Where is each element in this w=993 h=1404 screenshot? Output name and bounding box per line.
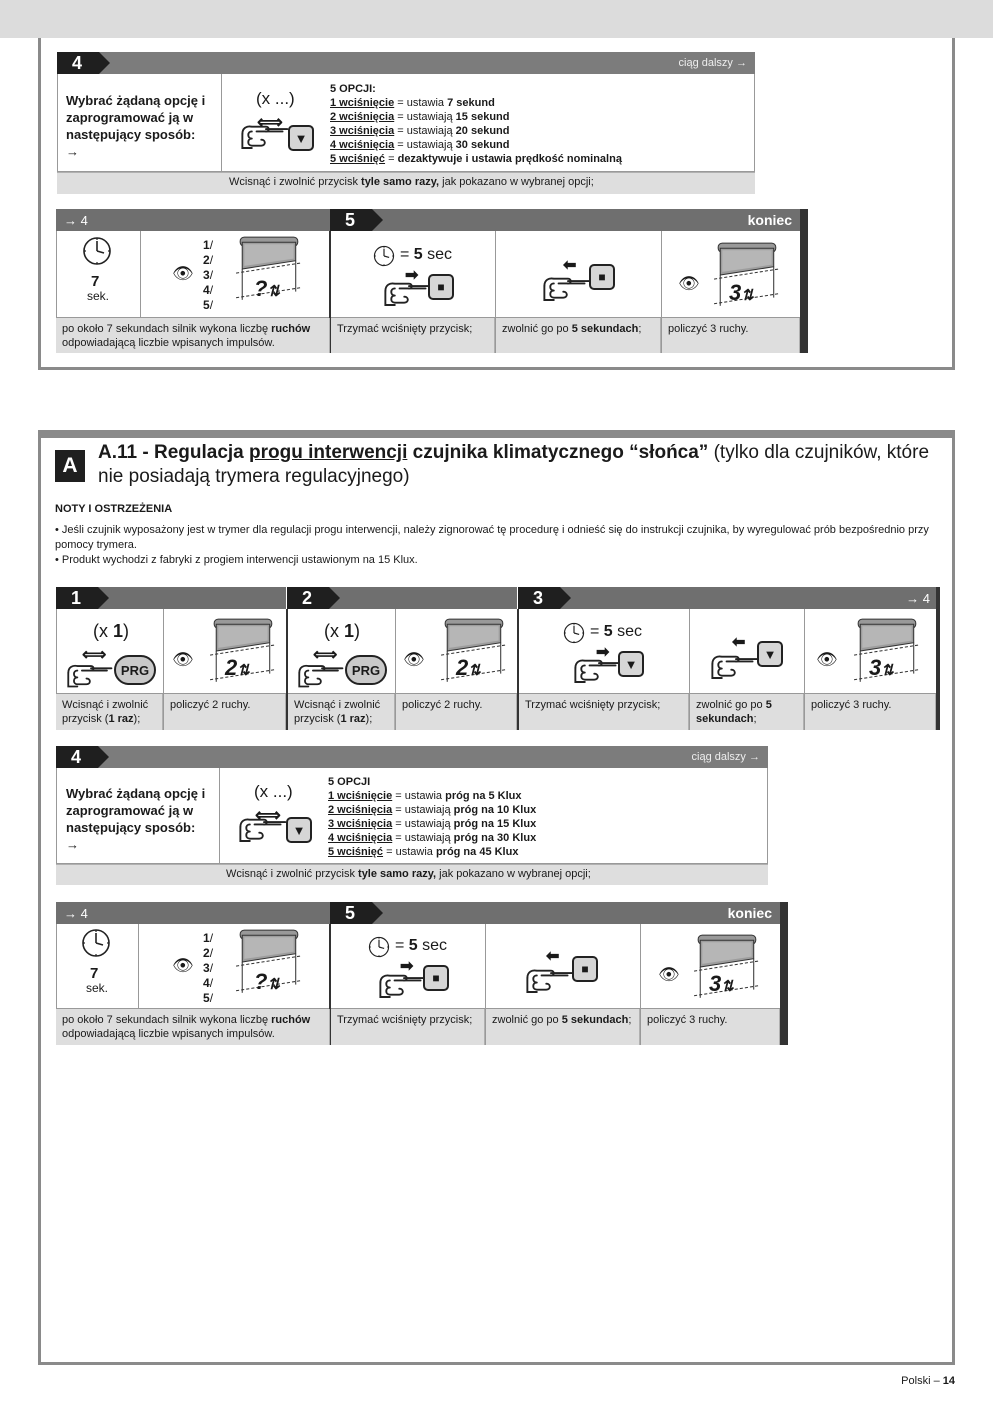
- row4-seconds: 7: [90, 965, 99, 982]
- row2a-count-list: 1/ 2/ 3/ 4/ 5/: [203, 238, 214, 312]
- step4b-x-label: (x ...): [254, 782, 293, 801]
- row3-two-b: 2⇅: [456, 655, 481, 680]
- row2a-end: koniec: [747, 212, 792, 228]
- row4-eye2-icon: 👁: [658, 965, 680, 984]
- row4-header-right: 5 koniec: [330, 902, 780, 924]
- row2a-clock-small-icon: [373, 245, 395, 267]
- row4-end: koniec: [727, 905, 772, 921]
- note-1: • Jeśli czujnik wyposażony jest w trymer dla regulacji progu interwencji, należy zignorować tę procedurę i odnieść się do instrukcji czujnika, by wyregulować prób bezpośrednio przy pomocy trymera.: [55, 524, 929, 551]
- row3-header-3: 3 → 4: [518, 587, 938, 609]
- row3-prg-a-button: PRG: [114, 655, 156, 685]
- row2a-arrow-right-icon: ➡: [405, 267, 419, 284]
- row3-caption-5: Trzymać wciśnięty przycisk;: [519, 694, 689, 730]
- step4b-instruction: Wybrać żądaną opcję i zaprogramować ją w następujący sposób: →: [66, 786, 206, 852]
- row2a-caption-4: policzyć 3 ruchy.: [662, 318, 800, 353]
- option-row: 1 wciśnięcie = ustawia próg na 5 Klux: [328, 790, 522, 802]
- row2a-stop-button-icon: ■: [428, 274, 454, 300]
- step4a-header: 4 ciąg dalszy →: [57, 52, 755, 74]
- step4b-options: 5 OPCJI 1 wciśnięcie = ustawia próg na 5 Klux 2 wciśnięcia = ustawiają próg na 10 Klux 3 wciśnięcia = ustawiają próg na 15 Klux 4 wciśnięcia = ustawiają próg na 30 Klux 5 wciśnięć = ustawia próg na 45 Klux: [328, 776, 537, 858]
- row2a-question: ?⇅: [254, 276, 281, 301]
- row4-caption-1: po około 7 sekundach silnik wykona liczbę ruchów odpowiadającą liczbie wpisanych impulsów.: [56, 1009, 330, 1045]
- row2a-three: 3⇅: [729, 280, 754, 305]
- row2a-five-sec: = 5 sec: [400, 246, 453, 263]
- option-row: 4 wciśnięcia = ustawiają 30 sekund: [330, 139, 510, 151]
- row4-caption-2: Trzymać wciśnięty przycisk;: [331, 1009, 485, 1045]
- row3-caption-3: Wcisnąć i zwolnić przycisk (1 raz);: [288, 694, 395, 730]
- row3-clock-icon: [563, 622, 585, 644]
- option-row: 4 wciśnięcia = ustawiają próg na 30 Klux: [328, 832, 537, 844]
- row2a-stop-button2-icon: ■: [589, 264, 615, 290]
- row3-caption-7: policzyć 3 ruchy.: [805, 694, 936, 730]
- section-badge: A: [55, 450, 85, 482]
- row2a-seconds: 7: [91, 273, 100, 290]
- note-2: • Produkt wychodzi z fabryki z progiem interwencji ustawionym na 15 Klux.: [55, 554, 418, 566]
- page-number: Polski – 14: [901, 1375, 955, 1387]
- row2a-eye2-icon: 👁: [678, 274, 700, 293]
- row4-sek: sek.: [86, 981, 109, 995]
- row3-two-a: 2⇅: [225, 655, 250, 680]
- option-row: 1 wciśnięcie = ustawia 7 sekund: [330, 97, 495, 109]
- step4a-number: 4: [72, 52, 83, 73]
- notes-heading: NOTY I OSTRZEŻENIA: [55, 503, 173, 515]
- row3-double-arrow-b-icon: ⟺: [313, 645, 338, 664]
- step4a-caption: Wcisnąć i zwolnić przycisk tyle samo razy, jak pokazano w wybranej opcji;: [57, 172, 755, 194]
- row3-arrow-right-icon: ➡: [596, 644, 610, 661]
- step4b-header: 4 ciąg dalszy →: [56, 746, 768, 768]
- step4a-instruction: Wybrać żądaną opcję i zaprogramować ją w następujący sposób: →: [66, 93, 206, 159]
- row2a-right-bar: [800, 209, 808, 353]
- row3-double-arrow-a-icon: ⟺: [82, 645, 107, 664]
- option-row: 3 wciśnięcia = ustawiają 20 sekund: [330, 125, 510, 137]
- row3-caption-4: policzyć 2 ruchy.: [396, 694, 517, 730]
- row3-eye-b-icon: 👁: [403, 650, 425, 669]
- section-title: A.11 - Regulacja progu interwencji czujnika klimatycznego “słońca” (tylko dla czujników, które nie posiadają trymera regulacyjnego): [98, 442, 930, 487]
- row4-three: 3⇅: [709, 971, 734, 996]
- row2a-clock-icon: [82, 236, 112, 266]
- row3-right-bar: [936, 587, 940, 730]
- row3-header-1: 1: [56, 587, 286, 609]
- row3-x1-a: (x 1): [93, 621, 130, 641]
- row4-five-sec: = 5 sec: [395, 937, 448, 954]
- option-row: 3 wciśnięcia = ustawiają próg na 15 Klux: [328, 818, 537, 830]
- row4-stop-button-icon: ■: [423, 965, 449, 991]
- option-row: 5 wciśnięć = ustawia próg na 45 Klux: [328, 846, 519, 858]
- row3-caption-6: zwolnić go po 5 sekundach;: [690, 694, 804, 730]
- row4-right-bar: [780, 902, 788, 1045]
- row3-eye-c-icon: 👁: [816, 650, 838, 669]
- row2a-sek: sek.: [87, 289, 110, 303]
- row3-eye-a-icon: 👁: [172, 650, 194, 669]
- step4a-down-button-icon: ▼: [288, 125, 314, 151]
- row2a-arrow-left-icon: ⬅: [563, 257, 577, 274]
- step4b-double-arrow-icon: ⟺: [255, 805, 281, 825]
- row3-down-button-icon: ▼: [618, 651, 644, 677]
- row3-header-2: 2: [287, 587, 517, 609]
- step4a-options-title: 5 OPCJI:: [330, 83, 376, 95]
- top-gray-strip: [0, 0, 993, 38]
- step4a-double-arrow-icon: ⟺: [257, 112, 283, 132]
- step4a-options: [330, 82, 622, 166]
- row4-eye-icon: 👁: [172, 956, 194, 975]
- row4-arrow-right-icon: ➡: [400, 958, 414, 975]
- step4b-caption: Wcisnąć i zwolnić przycisk tyle samo razy, jak pokazano w wybranej opcji;: [56, 864, 768, 885]
- option-row: 2 wciśnięcia = ustawiają 15 sekund: [330, 111, 510, 123]
- row4-caption-3: zwolnić go po 5 sekundach;: [486, 1009, 640, 1045]
- step4a-continued: ciąg dalszy: [678, 57, 733, 69]
- row4-clock-icon: [81, 928, 111, 958]
- row4-header-left: → 4: [56, 902, 330, 924]
- row4-clock-small-icon: [368, 936, 390, 958]
- row4-stop-button2-icon: ■: [572, 956, 598, 982]
- row2a-caption-2: Trzymać wciśnięty przycisk;: [331, 318, 495, 353]
- option-row: 2 wciśnięcia = ustawiają próg na 10 Klux: [328, 804, 537, 816]
- row3-caption-2: policzyć 2 ruchy.: [164, 694, 286, 730]
- row2a-caption-3: zwolnić go po 5 sekundach;: [496, 318, 661, 353]
- row3-caption-1: Wcisnąć i zwolnić przycisk (1 raz);: [56, 694, 163, 730]
- step4b-down-button-icon: ▼: [286, 817, 312, 843]
- frame-section-a: [38, 430, 955, 1365]
- step4a-x-label: (x ...): [256, 89, 295, 108]
- row3-down-button2-icon: ▼: [757, 641, 783, 667]
- row3-x1-b: (x 1): [324, 621, 361, 641]
- row4-count-list: 1/ 2/ 3/ 4/ 5/: [203, 931, 214, 1005]
- row4-caption-4: policzyć 3 ruchy.: [641, 1009, 780, 1045]
- row2a-caption-1: po około 7 sekundach silnik wykona liczbę ruchów odpowiadającą liczbie wpisanych impulsów.: [56, 318, 330, 353]
- row2a-header-left: → 4: [56, 209, 330, 231]
- row4-question: ?⇅: [254, 969, 281, 994]
- row3-arrow-left-icon: ⬅: [732, 634, 746, 651]
- row3-three: 3⇅: [869, 655, 894, 680]
- row2a-header-right: 5 koniec: [330, 209, 800, 231]
- row2a-eye-icon: 👁: [172, 264, 194, 283]
- option-row: 5 wciśnięć = dezaktywuje i ustawia prędkość nominalną: [330, 153, 622, 165]
- row3-prg-b-button: PRG: [345, 655, 387, 685]
- row4-arrow-left-icon: ⬅: [546, 948, 560, 965]
- row3-five-sec: = 5 sec: [590, 623, 643, 640]
